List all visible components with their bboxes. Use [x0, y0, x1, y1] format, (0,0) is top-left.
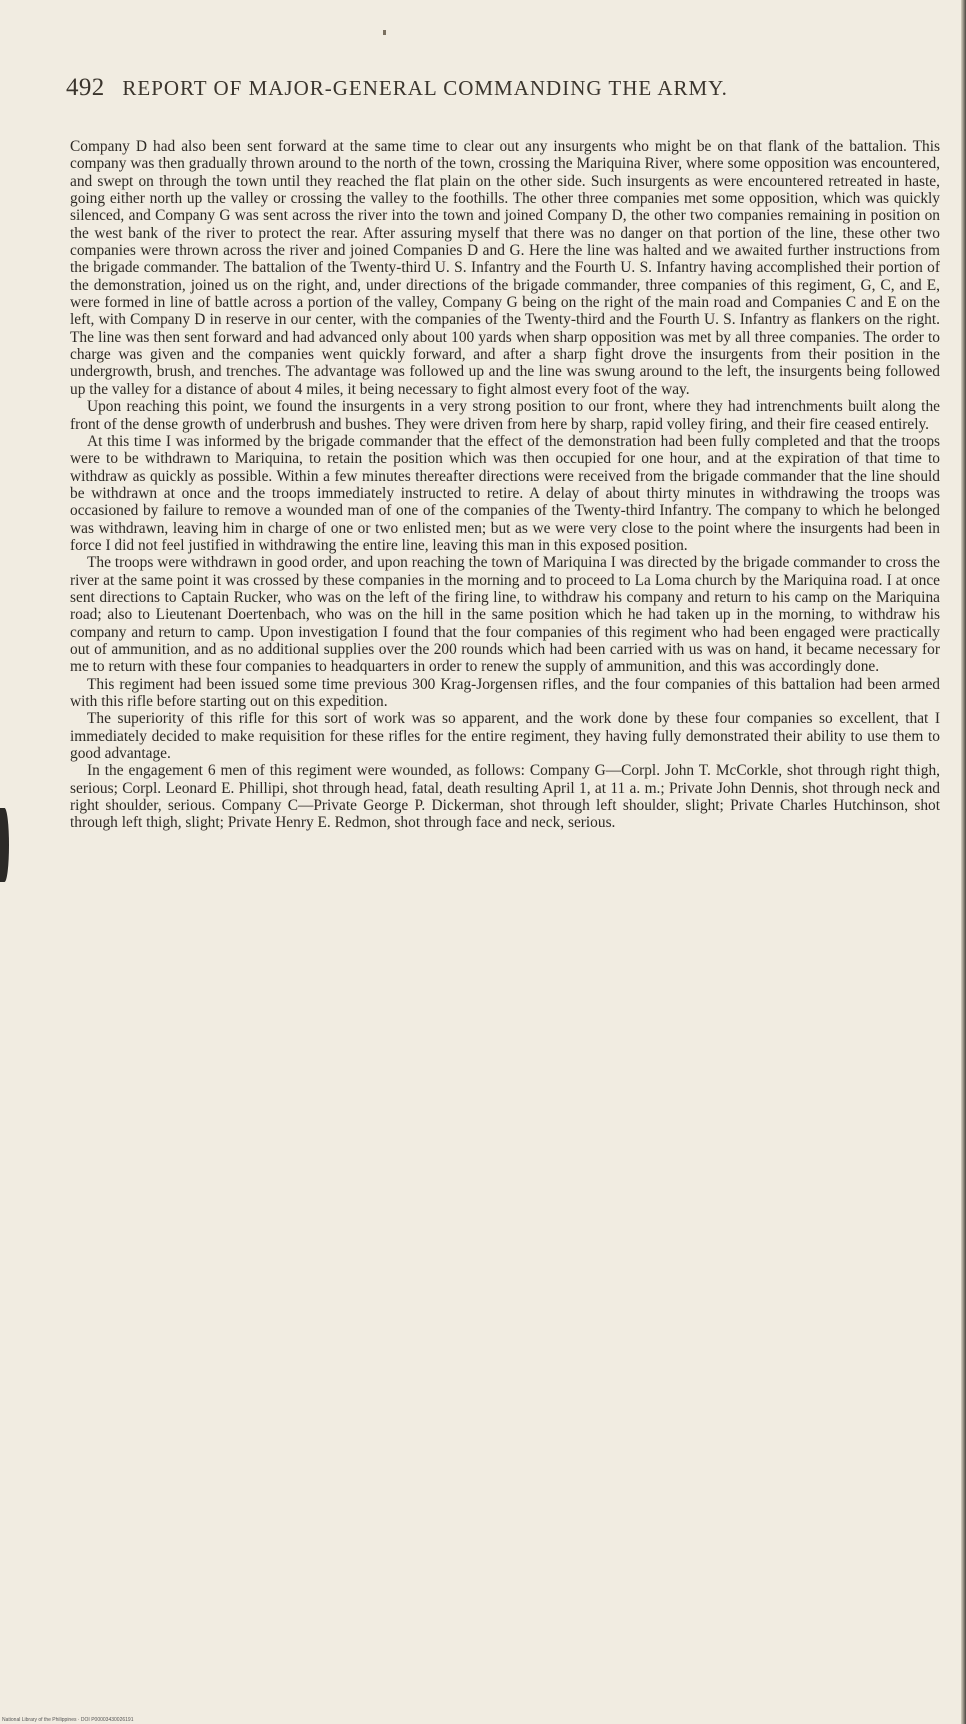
paragraph-company-d: Company D had also been sent forward at the same time to clear out any insurgents who might be on that flank of the battalion. This company was then gradually thrown around to the north of the town, crossing the Mariquina River, where some opposition was encountered, and swept on through the town until they reached the flat plain on the other side. Such insurgents as were encountered retreated in haste, going either north up the valley or crossing the valley to the foothills. The other three companies met some opposition, which was quickly silenced, and Company G was sent across the river into the town and joined Company D, the other two companies remaining in position on the west bank of the river to protect the rear. After assuring myself that there was no danger on that portion of the line, these other two companies were thrown across the river and joined Companies D and G. Here the line was halted and we awaited further instructions from the brigade commander. The battalion of the Twenty-third U. S. Infantry and the Fourth U. S. Infantry having accomplished their portion of the demonstration, joined us on the right, and, under directions of the brigade commander, three companies of this regiment, G, C, and E, were formed in line of battle across a portion of the valley, Company G being on the right of the main road and Companies C and E on the left, with Company D in reserve in our center, with the companies of the Twenty-third and the Fourth U. S. Infantry as flankers on the right. The line was then sent forward and had advanced only about 100 yards when sharp opposition was met by all three companies. The order to charge was given and the companies went quickly forward, and after a sharp fight drove the insurgents from their position in the undergrowth, brush, and trenches. The advantage was followed up and the line was swung around to the left, the insurgents being followed up the valley for a distance of about 4 miles, it being necessary to fight almost every foot of the way. [70, 138, 940, 398]
page-number: 492 [66, 74, 105, 101]
print-mark [383, 30, 386, 35]
paragraph-krag-rifles: This regiment had been issued some time previous 300 Krag-Jorgensen rifles, and the four companies of this battalion had been armed with this rifle before starting out on this expedition. [70, 675, 940, 710]
running-title: REPORT OF MAJOR-GENERAL COMMANDING THE ARMY. [122, 76, 728, 100]
paragraph-return-to-camp: The troops were withdrawn in good order, and upon reaching the town of Mariquina I was directed by the brigade commander to cross the river at the same point it was crossed by these companies in the morning and to proceed to La Loma church by the Mariquina road. I at once sent directions to Captain Rucker, who was on the left of the firing line, to withdraw his company and return to his camp on the Mariquina road; also to Lieutenant Doertenbach, who was on the hill in the same position which he had taken up in the morning, to withdraw his company and return to camp. Upon investigation I found that the four companies of this regiment who had been engaged were practically out of ammunition, and as no additional supplies over the 200 rounds which had been carried with us was on hand, it became necessary for me to return with these four companies to headquarters in order to renew the supply of ammunition, and this was accordingly done. [70, 554, 940, 676]
paragraph-casualties: In the engagement 6 men of this regiment were wounded, as follows: Company G—Corpl. John T. McCorkle, shot through right thigh, serious; Corpl. Leonard E. Phillipi, shot through head, fatal, death resulting April 1, at 11 a. m.; Private John Dennis, shot through neck and right shoulder, serious. Company C—Private George P. Dickerman, shot through left shoulder, slight; Private Charles Hutchinson, shot through left thigh, slight; Private Henry E. Redmon, shot through face and neck, serious. [70, 762, 940, 832]
paragraph-withdrawal-orders: At this time I was informed by the brigade commander that the effect of the demonstration had been fully completed and that the troops were to be withdrawn to Mariquina, to retain the position which was then occupied for one hour, and at the expiration of that time to withdraw as quickly as possible. Within a few minutes thereafter directions were received from the brigade commander that the line should be withdrawn at once and the troops immediately instructed to retire. A delay of about thirty minutes in withdrawing the troops was occasioned by failure to remove a wounded man of one of the companies of the Twenty-third Infantry. The company to which he belonged was withdrawn, leaving him in charge of one or two enlisted men; but as we were very close to the point where the insurgents had been in force I did not feel justified in withdrawing the entire line, leaving this man in this exposed position. [70, 432, 940, 554]
paragraph-rifle-superiority: The superiority of this rifle for this sort of work was so apparent, and the work done by these four companies so excellent, that I immediately decided to make requisition for these rifles for the entire regiment, they having fully demonstrated their ability to use them to good advantage. [70, 710, 940, 763]
ink-blot [0, 808, 9, 882]
report-body [70, 138, 940, 832]
page-binding-edge [961, 0, 966, 1724]
scan-credit: National Library of the Philippines · DOI P00003430026191 [2, 1717, 134, 1723]
paragraph-strong-position: Upon reaching this point, we found the insurgents in a very strong position to our front, where they had intrenchments built along the front of the dense growth of underbrush and bushes. They were driven from here by sharp, rapid volley firing, and their fire ceased entirely. [70, 398, 940, 433]
running-header [66, 74, 866, 102]
